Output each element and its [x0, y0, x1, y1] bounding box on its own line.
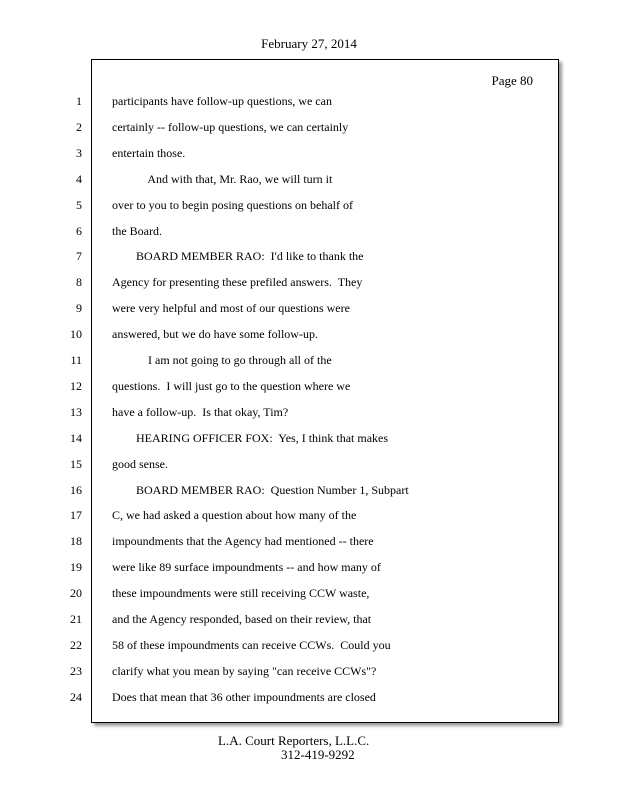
line-text: Does that mean that 36 other impoundments are closed	[112, 690, 376, 704]
line-text: Agency for presenting these prefiled answers. They	[112, 275, 363, 289]
line-number: 7	[76, 249, 82, 263]
line-text: were very helpful and most of our questions were	[112, 301, 350, 315]
line-text: and the Agency responded, based on their review, that	[112, 612, 372, 626]
line-text: were like 89 surface impoundments -- and how many of	[112, 560, 381, 574]
line-number: 19	[70, 560, 82, 574]
line-text: clarify what you mean by saying "can receive CCWs"?	[112, 664, 377, 678]
footer-company: L.A. Court Reporters, L.L.C.	[218, 733, 370, 748]
line-number: 18	[70, 534, 82, 548]
line-text: BOARD MEMBER RAO: I'd like to thank the	[112, 249, 364, 263]
line-number: 14	[70, 431, 82, 445]
line-text: questions. I will just go to the question where we	[112, 379, 351, 393]
line-text: 58 of these impoundments can receive CCWs. Could you	[112, 638, 391, 652]
line-number: 3	[76, 146, 82, 160]
line-number: 4	[76, 172, 82, 186]
line-text: And with that, Mr. Rao, we will turn it	[112, 172, 333, 186]
line-text: good sense.	[112, 457, 168, 471]
line-number: 15	[70, 457, 82, 471]
line-text: entertain those.	[112, 146, 186, 160]
line-number: 24	[70, 690, 82, 704]
line-text: certainly -- follow-up questions, we can certainly	[112, 120, 349, 134]
line-number: 5	[76, 198, 82, 212]
line-text: BOARD MEMBER RAO: Question Number 1, Subpart	[112, 483, 409, 497]
footer-phone: 312-419-9292	[281, 747, 355, 762]
line-text: participants have follow-up questions, we can	[112, 94, 332, 108]
line-text: I am not going to go through all of the	[112, 353, 332, 367]
line-number: 20	[70, 586, 82, 600]
line-number: 16	[70, 483, 82, 497]
line-text: C, we had asked a question about how many of the	[112, 508, 357, 522]
line-number: 12	[70, 379, 82, 393]
line-number: 21	[70, 612, 82, 626]
line-number: 11	[70, 353, 82, 367]
line-text: the Board.	[112, 224, 162, 238]
line-number: 8	[76, 275, 82, 289]
header-date: February 27, 2014	[261, 36, 357, 51]
line-text: HEARING OFFICER FOX: Yes, I think that makes	[112, 431, 389, 445]
line-number: 2	[76, 120, 82, 134]
line-number: 13	[70, 405, 82, 419]
page-number: Page 80	[491, 73, 533, 88]
line-number: 22	[70, 638, 82, 652]
line-number: 1	[76, 94, 82, 108]
line-number: 6	[76, 224, 82, 238]
line-text: over to you to begin posing questions on behalf of	[112, 198, 353, 212]
line-number: 23	[70, 664, 82, 678]
line-text: these impoundments were still receiving CCW waste,	[112, 586, 370, 600]
line-number: 17	[70, 508, 82, 522]
line-number: 9	[76, 301, 82, 315]
line-text: answered, but we do have some follow-up.	[112, 327, 318, 341]
line-text: have a follow-up. Is that okay, Tim?	[112, 405, 289, 419]
line-number: 10	[70, 327, 82, 341]
line-text: impoundments that the Agency had mentioned -- there	[112, 534, 374, 548]
